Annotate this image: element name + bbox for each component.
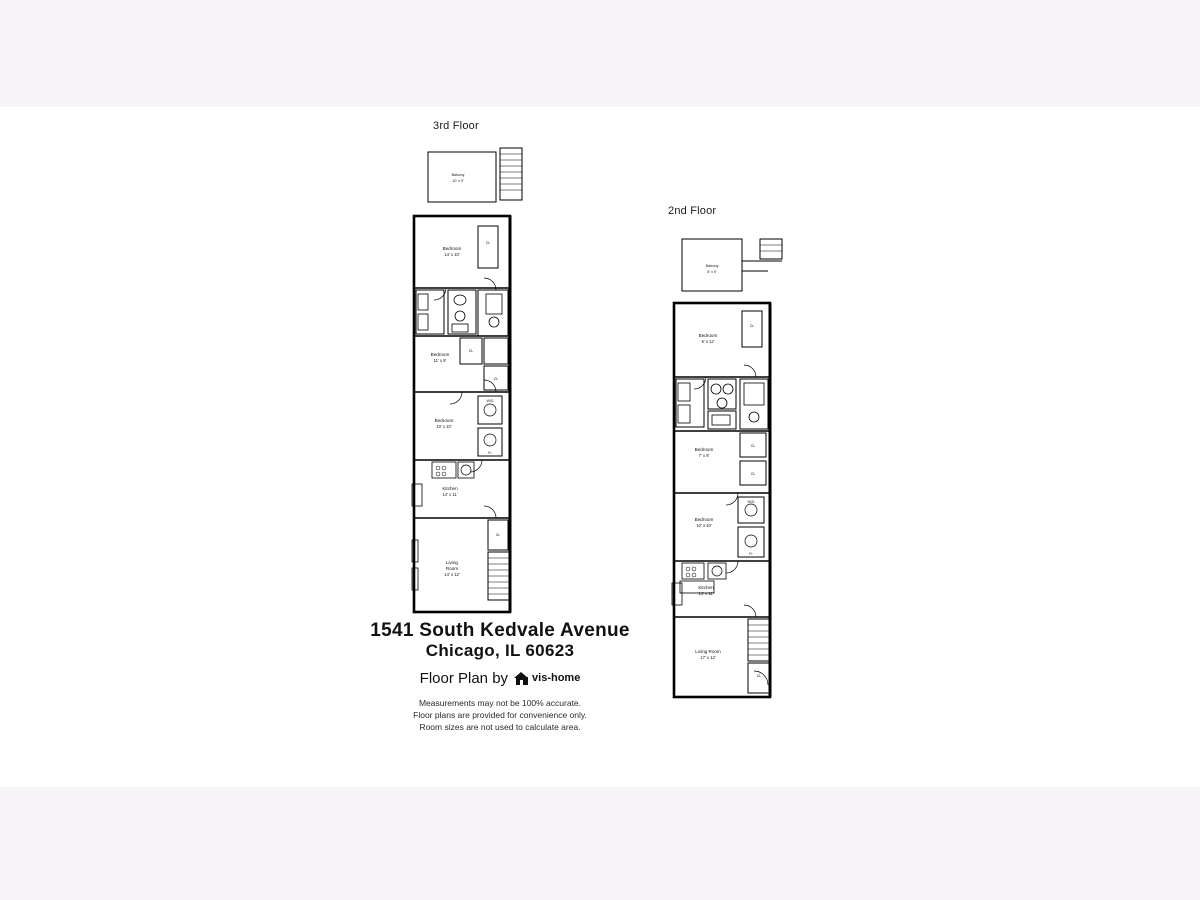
room-dim-bedroom-2b: 7' x 8': [698, 453, 710, 458]
room-dim-balcony-3: 10' x 9': [452, 179, 464, 183]
floor-plan-second-svg: [660, 225, 800, 715]
floor-plan-third: [400, 140, 540, 620]
room-dim-kitchen-3: 14' x 11': [442, 492, 458, 497]
house-icon: [514, 672, 529, 685]
room-label-kitchen-3: Kitchen: [442, 486, 458, 491]
closet-label-2c: CL: [750, 472, 756, 476]
room-label-bedroom-2a: Bedroom: [698, 333, 718, 338]
closet-label-2a: CL: [749, 324, 755, 328]
room-label-living-3b: Room: [445, 566, 459, 571]
disclaimer-line-2: Floor plans are provided for convenience only.: [413, 710, 587, 721]
floor-title-second: 2nd Floor: [668, 205, 717, 217]
closet-label-2b: CL: [750, 444, 756, 448]
disclaimer-line-1: Measurements may not be 100% accurate.: [418, 697, 582, 708]
room-dim-bedroom-3c: 10' x 10': [436, 424, 452, 429]
brand-name: vis-home: [532, 672, 581, 685]
room-label-bedroom-2b: Bedroom: [694, 447, 714, 452]
closet-label-3d: CL: [495, 533, 501, 537]
closet-label-2d: CL: [756, 674, 762, 678]
fridge-label-3: Fr: [488, 451, 492, 455]
room-label-balcony-2: Balcony: [705, 264, 719, 268]
floor-title-third: 3rd Floor: [433, 120, 479, 132]
laundry-label-2: W/D: [747, 500, 755, 504]
room-dim-bedroom-3a: 14' x 10': [444, 252, 460, 257]
byline-prefix: Floor Plan by: [419, 669, 509, 687]
laundry-label-3: W/D: [486, 399, 494, 403]
room-label-bedroom-2c: Bedroom: [694, 517, 714, 522]
room-dim-bedroom-3b: 11' x 8': [433, 358, 447, 363]
room-label-balcony-3: Balcony: [451, 173, 465, 177]
floor-plan-second: [660, 225, 800, 715]
room-label-bedroom-3b: Bedroom: [430, 352, 450, 357]
room-dim-kitchen-2: 14' x 11': [698, 591, 714, 596]
room-label-bedroom-3a: Bedroom: [442, 246, 462, 251]
closet-label-3c: CL: [493, 377, 499, 381]
address-line-2: Chicago, IL 60623: [425, 641, 575, 661]
fridge-label-2: Fr: [749, 552, 753, 556]
address-line-1: 1541 South Kedvale Avenue: [370, 620, 630, 641]
disclaimer-line-3: Room sizes are not used to calculate area.: [419, 722, 581, 733]
brand-logo: [514, 672, 580, 685]
room-label-bedroom-3c: Bedroom: [434, 418, 454, 423]
title-block: [330, 620, 670, 734]
room-dim-balcony-2: 6' x 9': [707, 270, 717, 274]
room-dim-living-3: 14' x 12': [444, 572, 460, 577]
room-label-living-3: Living: [445, 560, 459, 565]
disclaimer: [330, 697, 670, 734]
byline: [330, 670, 670, 687]
room-dim-bedroom-2a: 9' x 12': [701, 339, 715, 344]
room-dim-bedroom-2c: 10' x 10': [696, 523, 712, 528]
room-label-living-2: Living Room: [695, 649, 721, 654]
room-dim-living-2: 17' x 12': [700, 655, 716, 660]
closet-label-3a: CL: [485, 241, 491, 245]
floor-plan-third-svg: [400, 140, 540, 620]
room-label-kitchen-2: Kitchen: [698, 585, 714, 590]
closet-label-3b: CL: [468, 349, 474, 353]
